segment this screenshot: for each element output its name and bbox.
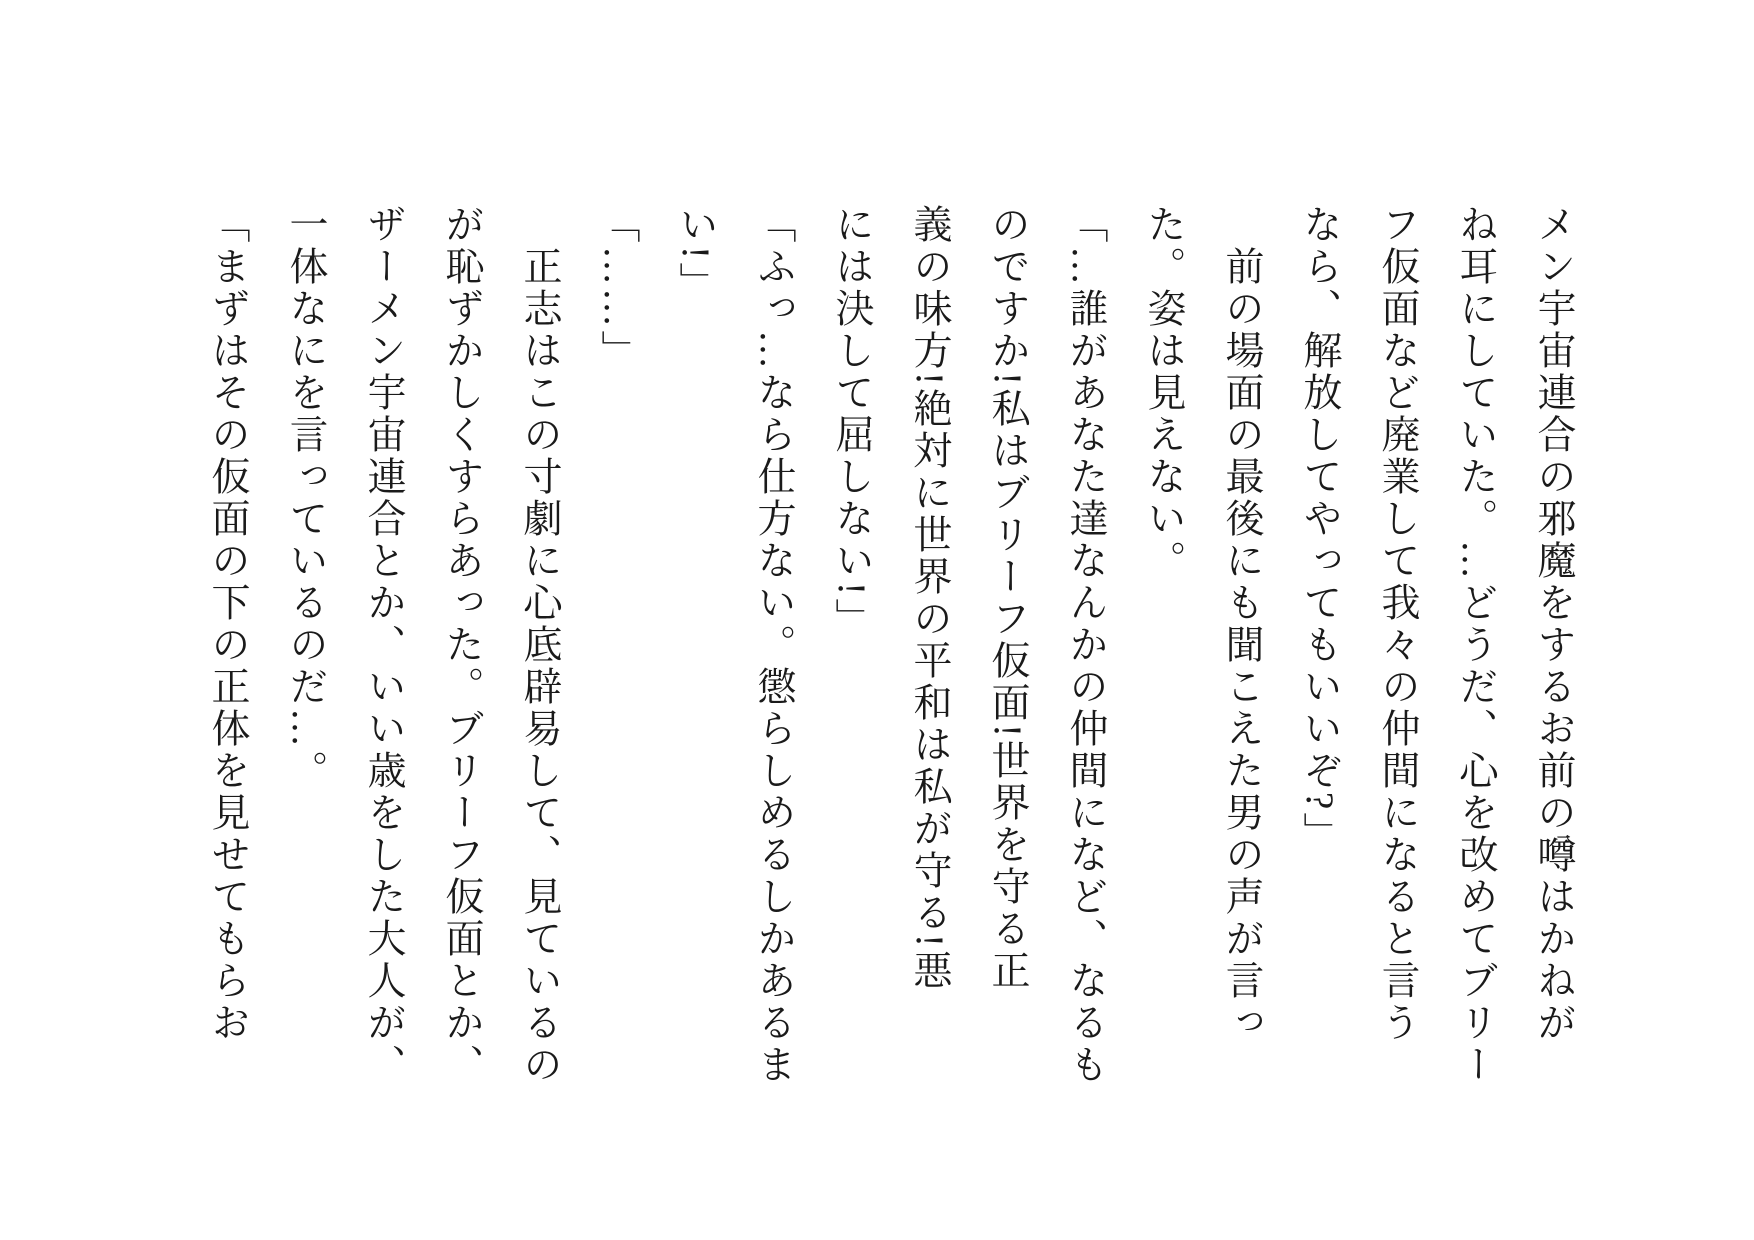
text-column: が恥ずかしくすらあった。ブリーフ仮面とか、: [440, 204, 483, 1086]
text-column: 正志はこの寸劇に心底辟易して、見ているの: [518, 204, 561, 1086]
text-column: なら、解放してやってもいいぞ?」: [1298, 204, 1341, 855]
text-column: 前の場面の最後にも聞こえた男の声が言っ: [1220, 204, 1263, 1044]
text-column: 義の味方!絶対に世界の平和は私が守る!悪: [908, 204, 951, 992]
text-column: 「…誰があなた達なんかの仲間になど、なるも: [1064, 204, 1107, 1086]
text-column: 「まずはその仮面の下の正体を見せてもらお: [206, 204, 249, 1044]
text-column: のですか!私はブリーフ仮面!世界を守る正: [986, 204, 1029, 992]
text-column: 一体なにを言っているのだ…。: [284, 204, 327, 792]
text-column: メン宇宙連合の邪魔をするお前の噂はかねが: [1532, 204, 1575, 1044]
text-column: には決して屈しない!」: [830, 204, 873, 640]
vertical-text-block: [188, 204, 1592, 1114]
text-column: 「……」: [596, 204, 639, 372]
text-column: フ仮面など廃業して我々の仲間になると言う: [1376, 204, 1419, 1044]
text-column: ね耳にしていた。…どうだ、心を改めてブリー: [1454, 204, 1497, 1086]
text-column: ザーメン宇宙連合とか、いい歳をした大人が、: [362, 204, 405, 1086]
text-column: た。姿は見えない。: [1142, 204, 1185, 582]
text-column: 「ふっ…なら仕方ない。懲らしめるしかあるま: [752, 204, 795, 1086]
text-column: い!」: [674, 204, 717, 304]
